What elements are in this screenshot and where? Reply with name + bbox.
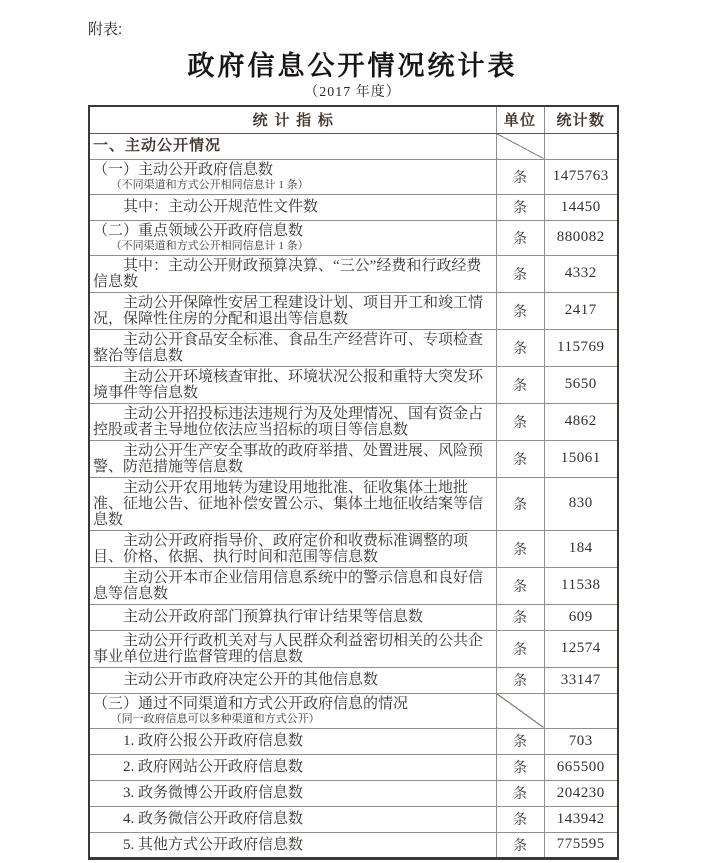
indicator-text: 主动公开政府部门预算执行审计结果等信息数 <box>123 609 424 625</box>
indicator-text: 主动公开生产安全事故的政府举措、处置进展、风险预警、防范措施等信息数 <box>93 442 484 475</box>
value-cell: 880082 <box>544 220 618 255</box>
unit-cell: 条 <box>496 667 544 693</box>
indicator-cell <box>89 220 496 255</box>
indicator-text: 主动公开市政府决定公开的其他信息数 <box>123 672 379 688</box>
table-row <box>89 403 618 440</box>
value-cell: 4332 <box>544 255 618 292</box>
indicator-text: 5. 其他方式公开政府信息数 <box>123 836 304 853</box>
indicator-cell <box>89 667 496 693</box>
value-cell: 703 <box>544 728 618 754</box>
value-cell: 1475763 <box>544 159 618 194</box>
value-cell <box>544 133 618 159</box>
unit-cell: 条 <box>496 604 544 630</box>
section-row <box>89 133 618 159</box>
indicator-text: 主动公开食品安全标准、食品生产经营许可、专项检查整治等信息数 <box>93 331 484 364</box>
unit-cell: 条 <box>496 728 544 754</box>
table-row <box>89 440 618 477</box>
header-unit: 单位 <box>496 106 544 133</box>
unit-cell: 条 <box>496 806 544 832</box>
value-cell: 5650 <box>544 366 618 403</box>
unit-cell: 条 <box>496 754 544 780</box>
value-cell: 33147 <box>544 667 618 693</box>
unit-cell: 条 <box>496 159 544 194</box>
value-cell: 12574 <box>544 630 618 667</box>
stats-table <box>88 105 619 860</box>
attachment-label: 附表: <box>88 21 123 38</box>
unit-cell-diagonal <box>496 693 544 728</box>
table-row <box>89 194 618 220</box>
indicator-text: （一）主动公开政府信息数 <box>93 161 274 178</box>
unit-cell: 条 <box>496 329 544 366</box>
value-cell: 115769 <box>544 329 618 366</box>
unit-cell-diagonal <box>496 133 544 159</box>
indicator-text: （二）重点领域公开政府信息数 <box>93 222 304 239</box>
indicator-cell <box>89 832 496 858</box>
unit-cell: 条 <box>496 440 544 477</box>
indicator-text: 3. 政务微博公开政府信息数 <box>123 785 304 801</box>
table-row <box>89 159 618 194</box>
value-cell: 14450 <box>544 194 618 220</box>
unit-cell: 条 <box>496 366 544 403</box>
value-cell: 775595 <box>544 832 618 858</box>
indicator-text: 1. 政府公报公开政府信息数 <box>123 733 304 749</box>
indicator-text: （三）通过不同渠道和方式公开政府信息的情况 <box>93 695 409 712</box>
unit-cell: 条 <box>496 530 544 567</box>
page-subtitle: （2017 年度） <box>304 85 401 100</box>
table-row <box>89 806 618 832</box>
indicator-text: 主动公开政府指导价、政府定价和收费标准调整的项目、价格、依据、执行时间和范围等信息数 <box>93 532 469 565</box>
header-indicator: 统计指标 <box>89 106 496 133</box>
indicator-text: 一、主动公开情况 <box>93 138 222 154</box>
table-row <box>89 530 618 567</box>
value-cell: 11538 <box>544 567 618 604</box>
stats-table-body <box>89 133 618 858</box>
indicator-cell <box>89 292 496 329</box>
value-cell: 2417 <box>544 292 618 329</box>
page-title: 政府信息公开情况统计表 <box>187 51 518 81</box>
indicator-cell <box>89 530 496 567</box>
value-cell: 143942 <box>544 806 618 832</box>
indicator-note: （不同渠道和方式公开相同信息计 1 条） <box>110 178 309 191</box>
table-row <box>89 292 618 329</box>
indicator-cell <box>89 329 496 366</box>
unit-cell: 条 <box>496 832 544 858</box>
table-row <box>89 728 618 754</box>
value-cell: 830 <box>544 477 618 530</box>
value-cell: 15061 <box>544 440 618 477</box>
table-row <box>89 329 618 366</box>
table-row <box>89 604 618 630</box>
indicator-cell <box>89 477 496 530</box>
value-cell: 4862 <box>544 403 618 440</box>
indicator-cell <box>89 440 496 477</box>
indicator-cell <box>89 194 496 220</box>
table-header-row <box>89 106 618 133</box>
table-row <box>89 220 618 255</box>
unit-cell: 条 <box>496 630 544 667</box>
value-cell: 204230 <box>544 780 618 806</box>
table-row <box>89 255 618 292</box>
unit-cell: 条 <box>496 403 544 440</box>
unit-cell: 条 <box>496 567 544 604</box>
indicator-text: 其中：主动公开规范性文件数 <box>123 199 319 215</box>
indicator-text: 2. 政府网站公开政府信息数 <box>123 759 304 775</box>
table-row <box>89 630 618 667</box>
header-count: 统计数 <box>544 106 618 133</box>
indicator-text: 主动公开保障性安居工程建设计划、项目开工和竣工情况，保障性住房的分配和退出等信息数 <box>93 294 484 327</box>
indicator-cell <box>89 255 496 292</box>
value-cell <box>544 693 618 728</box>
value-cell: 665500 <box>544 754 618 780</box>
indicator-cell <box>89 693 496 728</box>
indicator-text: 其中：主动公开财政预算决算、“三公”经费和行政经费信息数 <box>93 257 482 290</box>
unit-cell: 条 <box>496 477 544 530</box>
table-row <box>89 832 618 858</box>
indicator-text: 主动公开本市企业信用信息系统中的警示信息和良好信息等信息数 <box>93 569 484 602</box>
unit-cell: 条 <box>496 292 544 329</box>
indicator-cell <box>89 403 496 440</box>
unit-cell: 条 <box>496 255 544 292</box>
indicator-text: 主动公开环境核查审批、环境状况公报和重特大突发环境事件等信息数 <box>93 368 484 401</box>
indicator-cell <box>89 754 496 780</box>
indicator-cell <box>89 567 496 604</box>
indicator-cell <box>89 604 496 630</box>
unit-cell: 条 <box>496 780 544 806</box>
indicator-note: （同一政府信息可以多种渠道和方式公开） <box>110 712 320 725</box>
indicator-text: 主动公开招投标违法违规行为及处理情况、国有资金占控股或者主导地位依法应当招标的项目等信息数 <box>93 405 484 438</box>
indicator-text: 主动公开行政机关对与人民群众利益密切相关的公共企事业单位进行监督管理的信息数 <box>93 632 484 665</box>
indicator-cell <box>89 630 496 667</box>
unit-cell: 条 <box>496 194 544 220</box>
indicator-cell <box>89 806 496 832</box>
table-row <box>89 754 618 780</box>
section-row <box>89 693 618 728</box>
table-row <box>89 567 618 604</box>
indicator-cell <box>89 133 496 159</box>
indicator-cell <box>89 366 496 403</box>
indicator-cell <box>89 728 496 754</box>
table-row <box>89 477 618 530</box>
indicator-note: （不同渠道和方式公开相同信息计 1 条） <box>110 239 309 252</box>
unit-cell: 条 <box>496 220 544 255</box>
indicator-text: 主动公开农用地转为建设用地批准、征收集体土地批准、征地公告、征地补偿安置公示、集体土地征收结案等信息数 <box>93 479 484 528</box>
indicator-cell <box>89 159 496 194</box>
table-row <box>89 667 618 693</box>
indicator-text: 4. 政务微信公开政府信息数 <box>123 811 304 827</box>
value-cell: 609 <box>544 604 618 630</box>
value-cell: 184 <box>544 530 618 567</box>
indicator-cell <box>89 780 496 806</box>
table-row <box>89 366 618 403</box>
table-row <box>89 780 618 806</box>
